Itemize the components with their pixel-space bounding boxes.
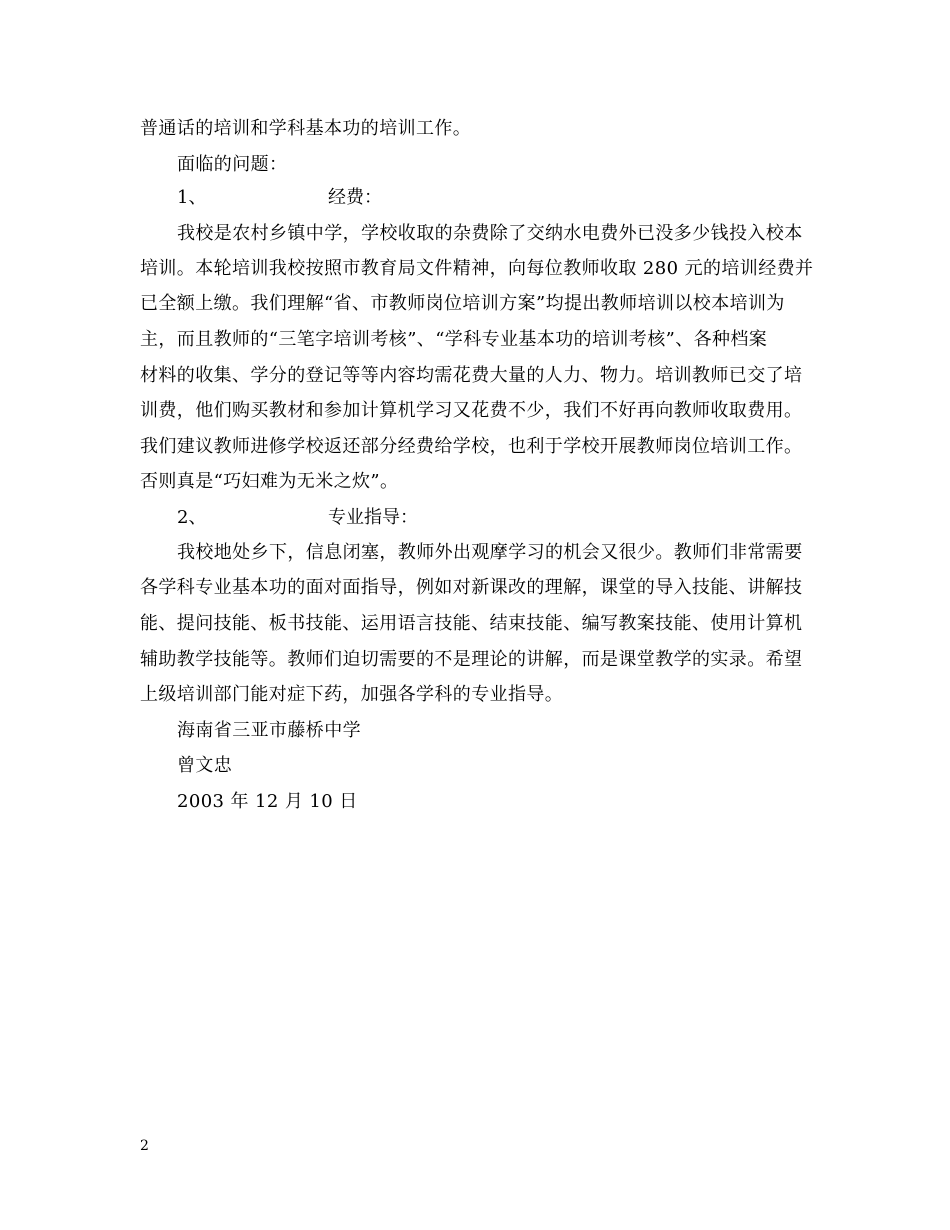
para1-line: 训费，他们购买教材和参加计算机学习又花费不少，我们不好再向教师收取费用。: [140, 400, 803, 421]
para1-line: 我们建议教师进修学校返还部分经费给学校，也利于学校开展教师岗位培训工作。: [140, 436, 803, 457]
signature-date: 2003 年 12 月 10 日: [177, 791, 358, 812]
para1-line: 我校是农村乡镇中学，学校收取的杂费除了交纳水电费外已没多少钱投入校本: [177, 223, 803, 244]
item1-number: 1、: [177, 187, 207, 208]
para1-line: 材料的收集、学分的登记等等内容均需花费大量的人力、物力。培训教师已交了培: [140, 365, 803, 386]
para2-line: 辅助教学技能等。教师们迫切需要的不是理论的讲解，而是课堂教学的实录。希望: [140, 649, 803, 670]
heading-issues: 面临的问题：: [177, 154, 288, 175]
para2-line: 能、提问技能、板书技能、运用语言技能、结束技能、编写教案技能、使用计算机: [140, 613, 803, 634]
para2-line: 上级培训部门能对症下药，加强各学科的专业指导。: [140, 684, 564, 705]
para1-line: 培训。本轮培训我校按照市教育局文件精神，向每位教师收取 280 元的培训经费并: [140, 258, 814, 279]
text-line-top: 普通话的培训和学科基本功的培训工作。: [140, 118, 472, 139]
item1-title: 经费：: [328, 187, 382, 208]
item2-number: 2、: [177, 507, 207, 528]
signature-school: 海南省三亚市藤桥中学: [177, 720, 361, 741]
para1-line: 否则真是“巧妇难为无米之炊”。: [140, 471, 399, 492]
para2-line: 各学科专业基本功的面对面指导，例如对新课改的理解，课堂的导入技能、讲解技: [140, 577, 803, 598]
para2-line: 我校地处乡下，信息闭塞，教师外出观摩学习的机会又很少。教师们非常需要: [177, 542, 803, 563]
signature-name: 曾文忠: [177, 755, 233, 776]
para1-line: 主，而且教师的“三笔字培训考核”、“学科专业基本功的培训考核”、各种档案: [140, 329, 768, 350]
para1-line: 已全额上缴。我们理解“省、市教师岗位培训方案”均提出教师培训以校本培训为: [140, 293, 785, 314]
item2-title: 专业指导：: [328, 507, 418, 528]
page-number: 2: [140, 1138, 149, 1154]
